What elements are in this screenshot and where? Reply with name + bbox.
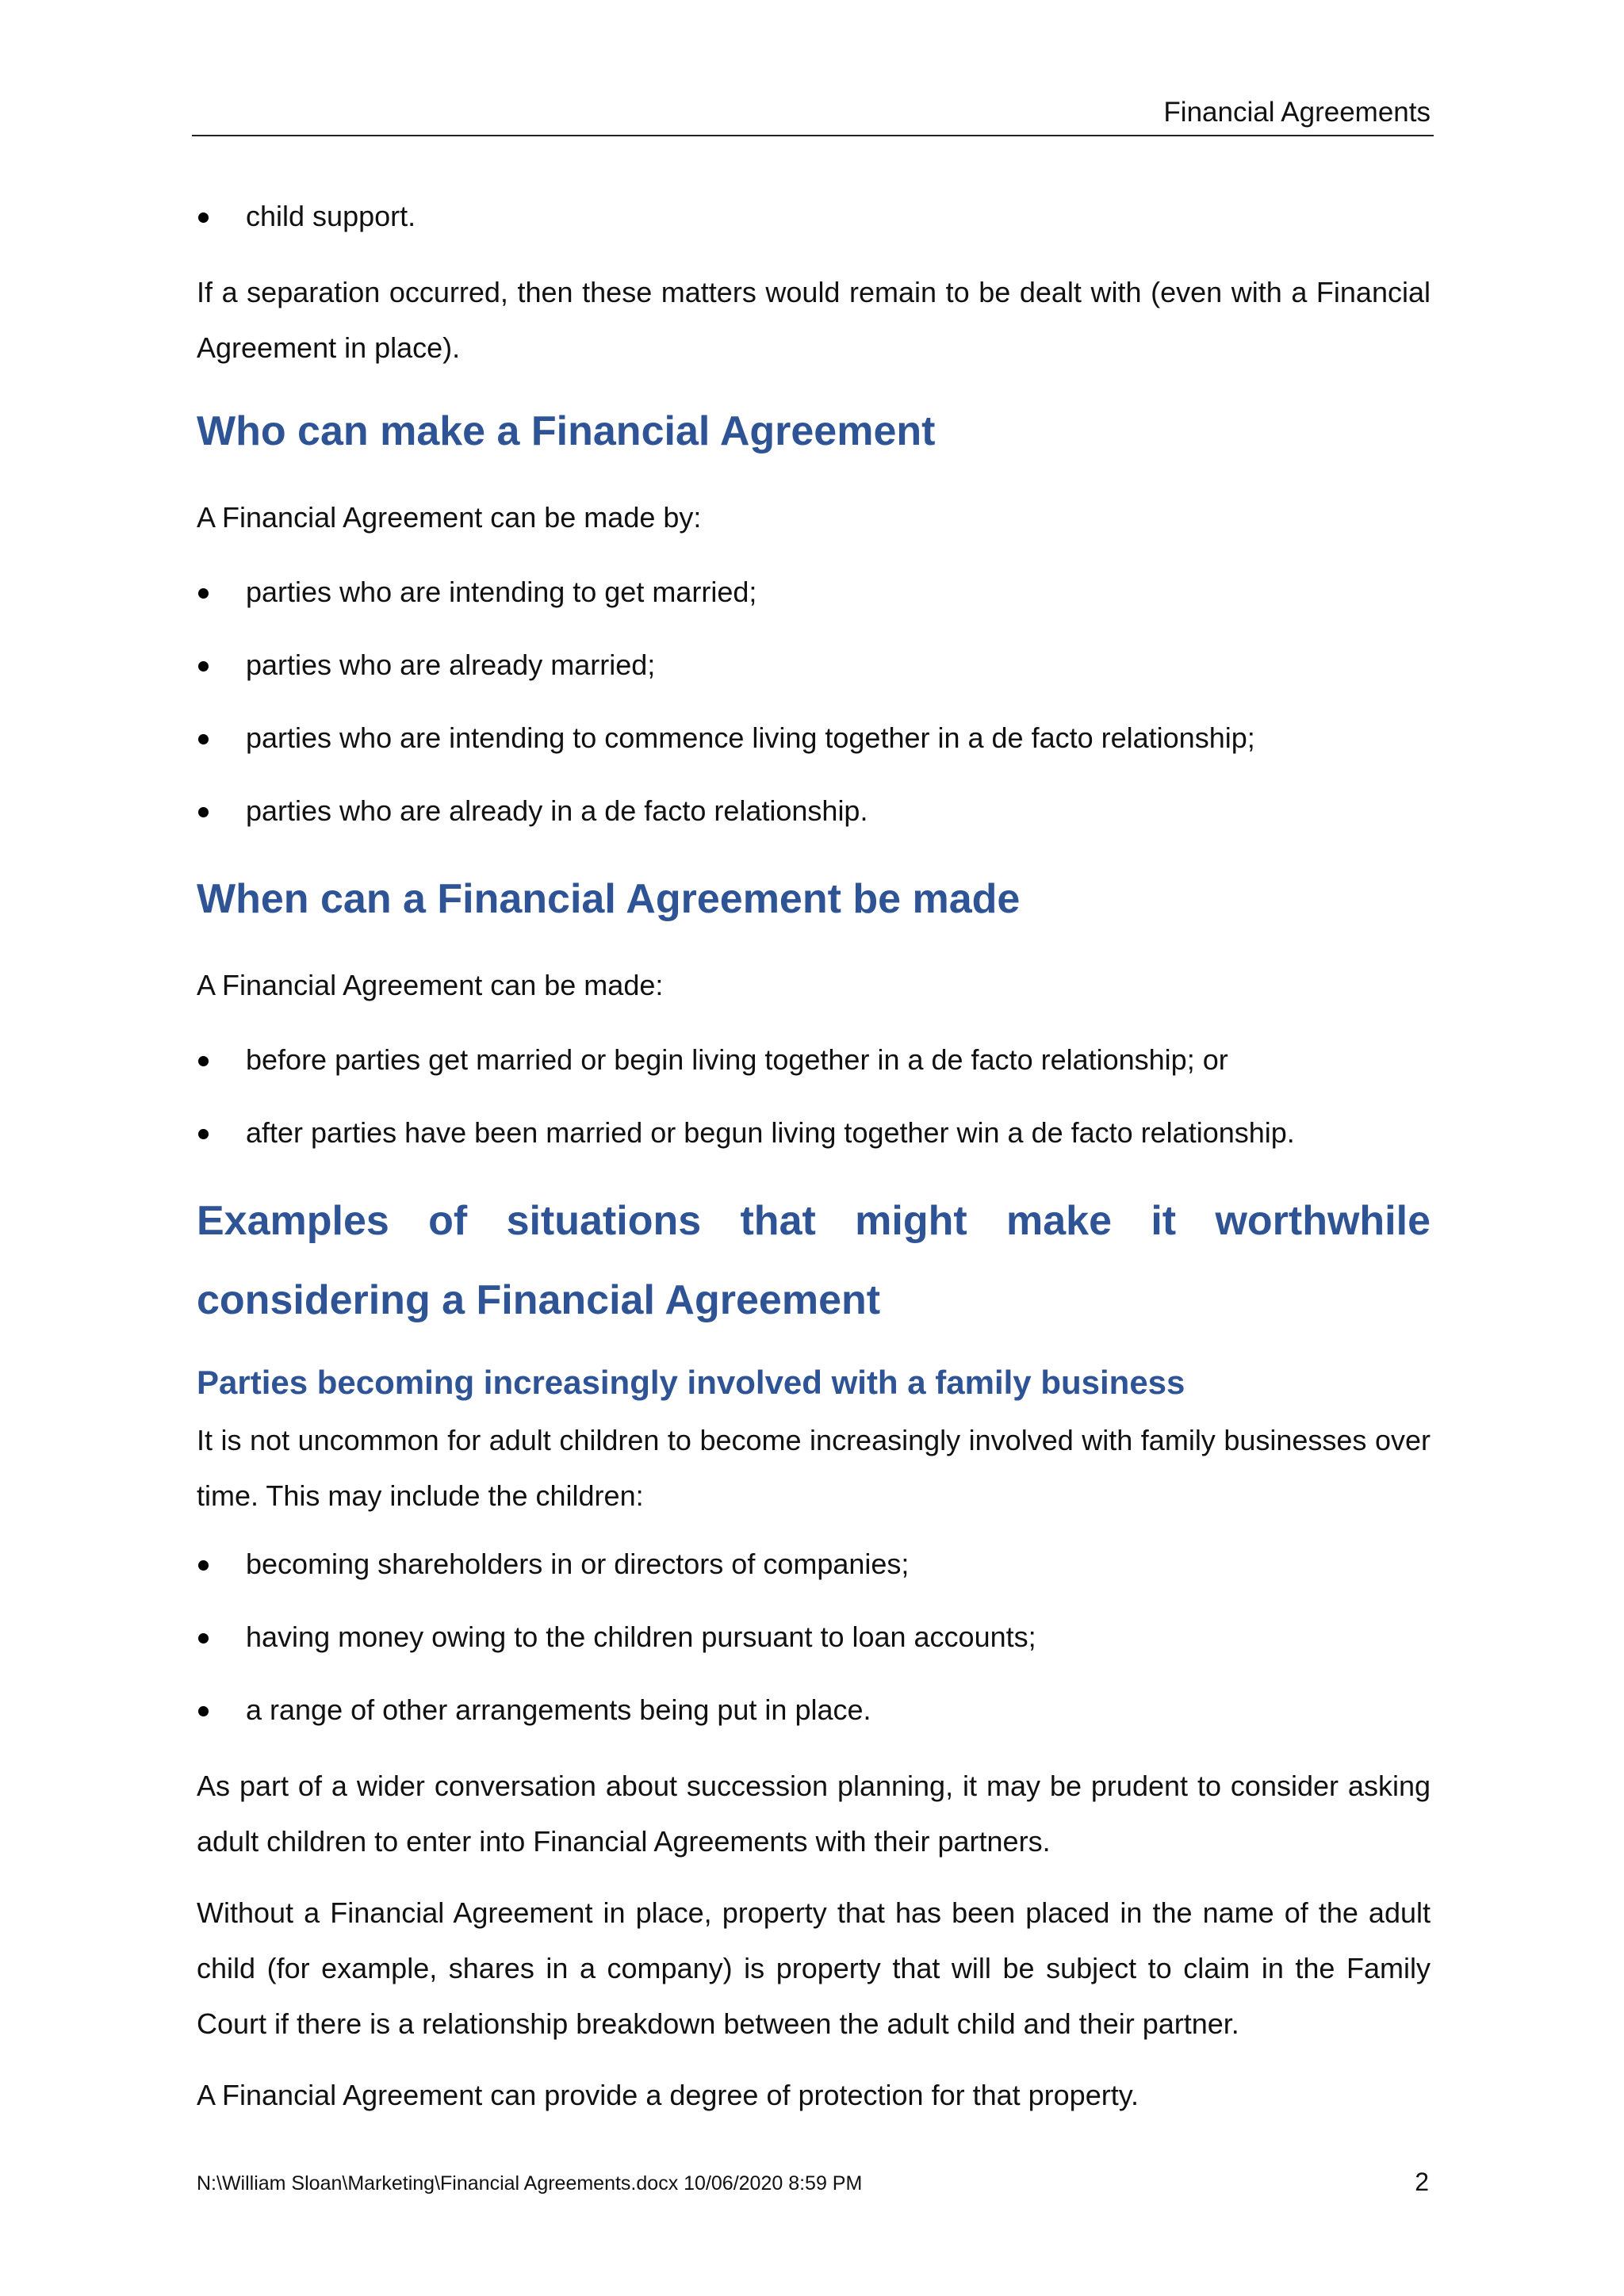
heading-who-can-make: Who can make a Financial Agreement [197, 408, 936, 454]
list-item: having money owing to the children pursuant to loan accounts; [197, 1613, 1431, 1662]
paragraph: If a separation occurred, then these matters would remain to be dealt with (even with a Financial Agreement in place). [197, 276, 1431, 364]
page-content [197, 192, 1431, 2139]
subheading-family-business: Parties becoming increasingly involved with a family business [197, 1364, 1185, 1401]
paragraph: A Financial Agreement can be made: [197, 969, 664, 1001]
paragraph: It is not uncommon for adult children to become increasingly involved with family businesses over time. This may include the children: [197, 1424, 1431, 1512]
list-item: parties who are already married; [197, 641, 1431, 690]
paragraph: A Financial Agreement can provide a degree of protection for that property. [197, 2079, 1139, 2111]
list-item: parties who are intending to get married; [197, 568, 1431, 617]
paragraph: As part of a wider conversation about succession planning, it may be prudent to consider asking adult children to enter into Financial Agreements with their partners. [197, 1770, 1431, 1858]
list-item: parties who are intending to commence living together in a de facto relationship; [197, 714, 1431, 763]
list-item: parties who are already in a de facto relationship. [197, 786, 1431, 836]
paragraph: Without a Financial Agreement in place, property that has been placed in the name of the adult child (for example, shares in a company) is property that will be subject to claim in the Family Court if there is a relationship breakdown between the adult child and their partner. [197, 1896, 1431, 2040]
header-title: Financial Agreements [1163, 97, 1431, 128]
list-item: a range of other arrangements being put in place. [197, 1686, 1431, 1735]
heading-when-can-be-made: When can a Financial Agreement be made [197, 876, 1021, 922]
page-header [192, 94, 1434, 136]
list-item: before parties get married or begin living together in a de facto relationship; or [197, 1035, 1431, 1085]
list-item: child support. [197, 192, 1431, 241]
paragraph: A Financial Agreement can be made by: [197, 501, 702, 534]
footer-file-path: N:\William Sloan\Marketing\Financial Agreements.docx 10/06/2020 8:59 PM [197, 2172, 863, 2195]
list-item: after parties have been married or begun living together win a de facto relationship. [197, 1108, 1431, 1158]
heading-examples: Examples of situations that might make it worthwhile considering a Financial Agreement [197, 1198, 1431, 1323]
page-number: 2 [1415, 2168, 1429, 2196]
list-item: becoming shareholders in or directors of companies; [197, 1540, 1431, 1589]
